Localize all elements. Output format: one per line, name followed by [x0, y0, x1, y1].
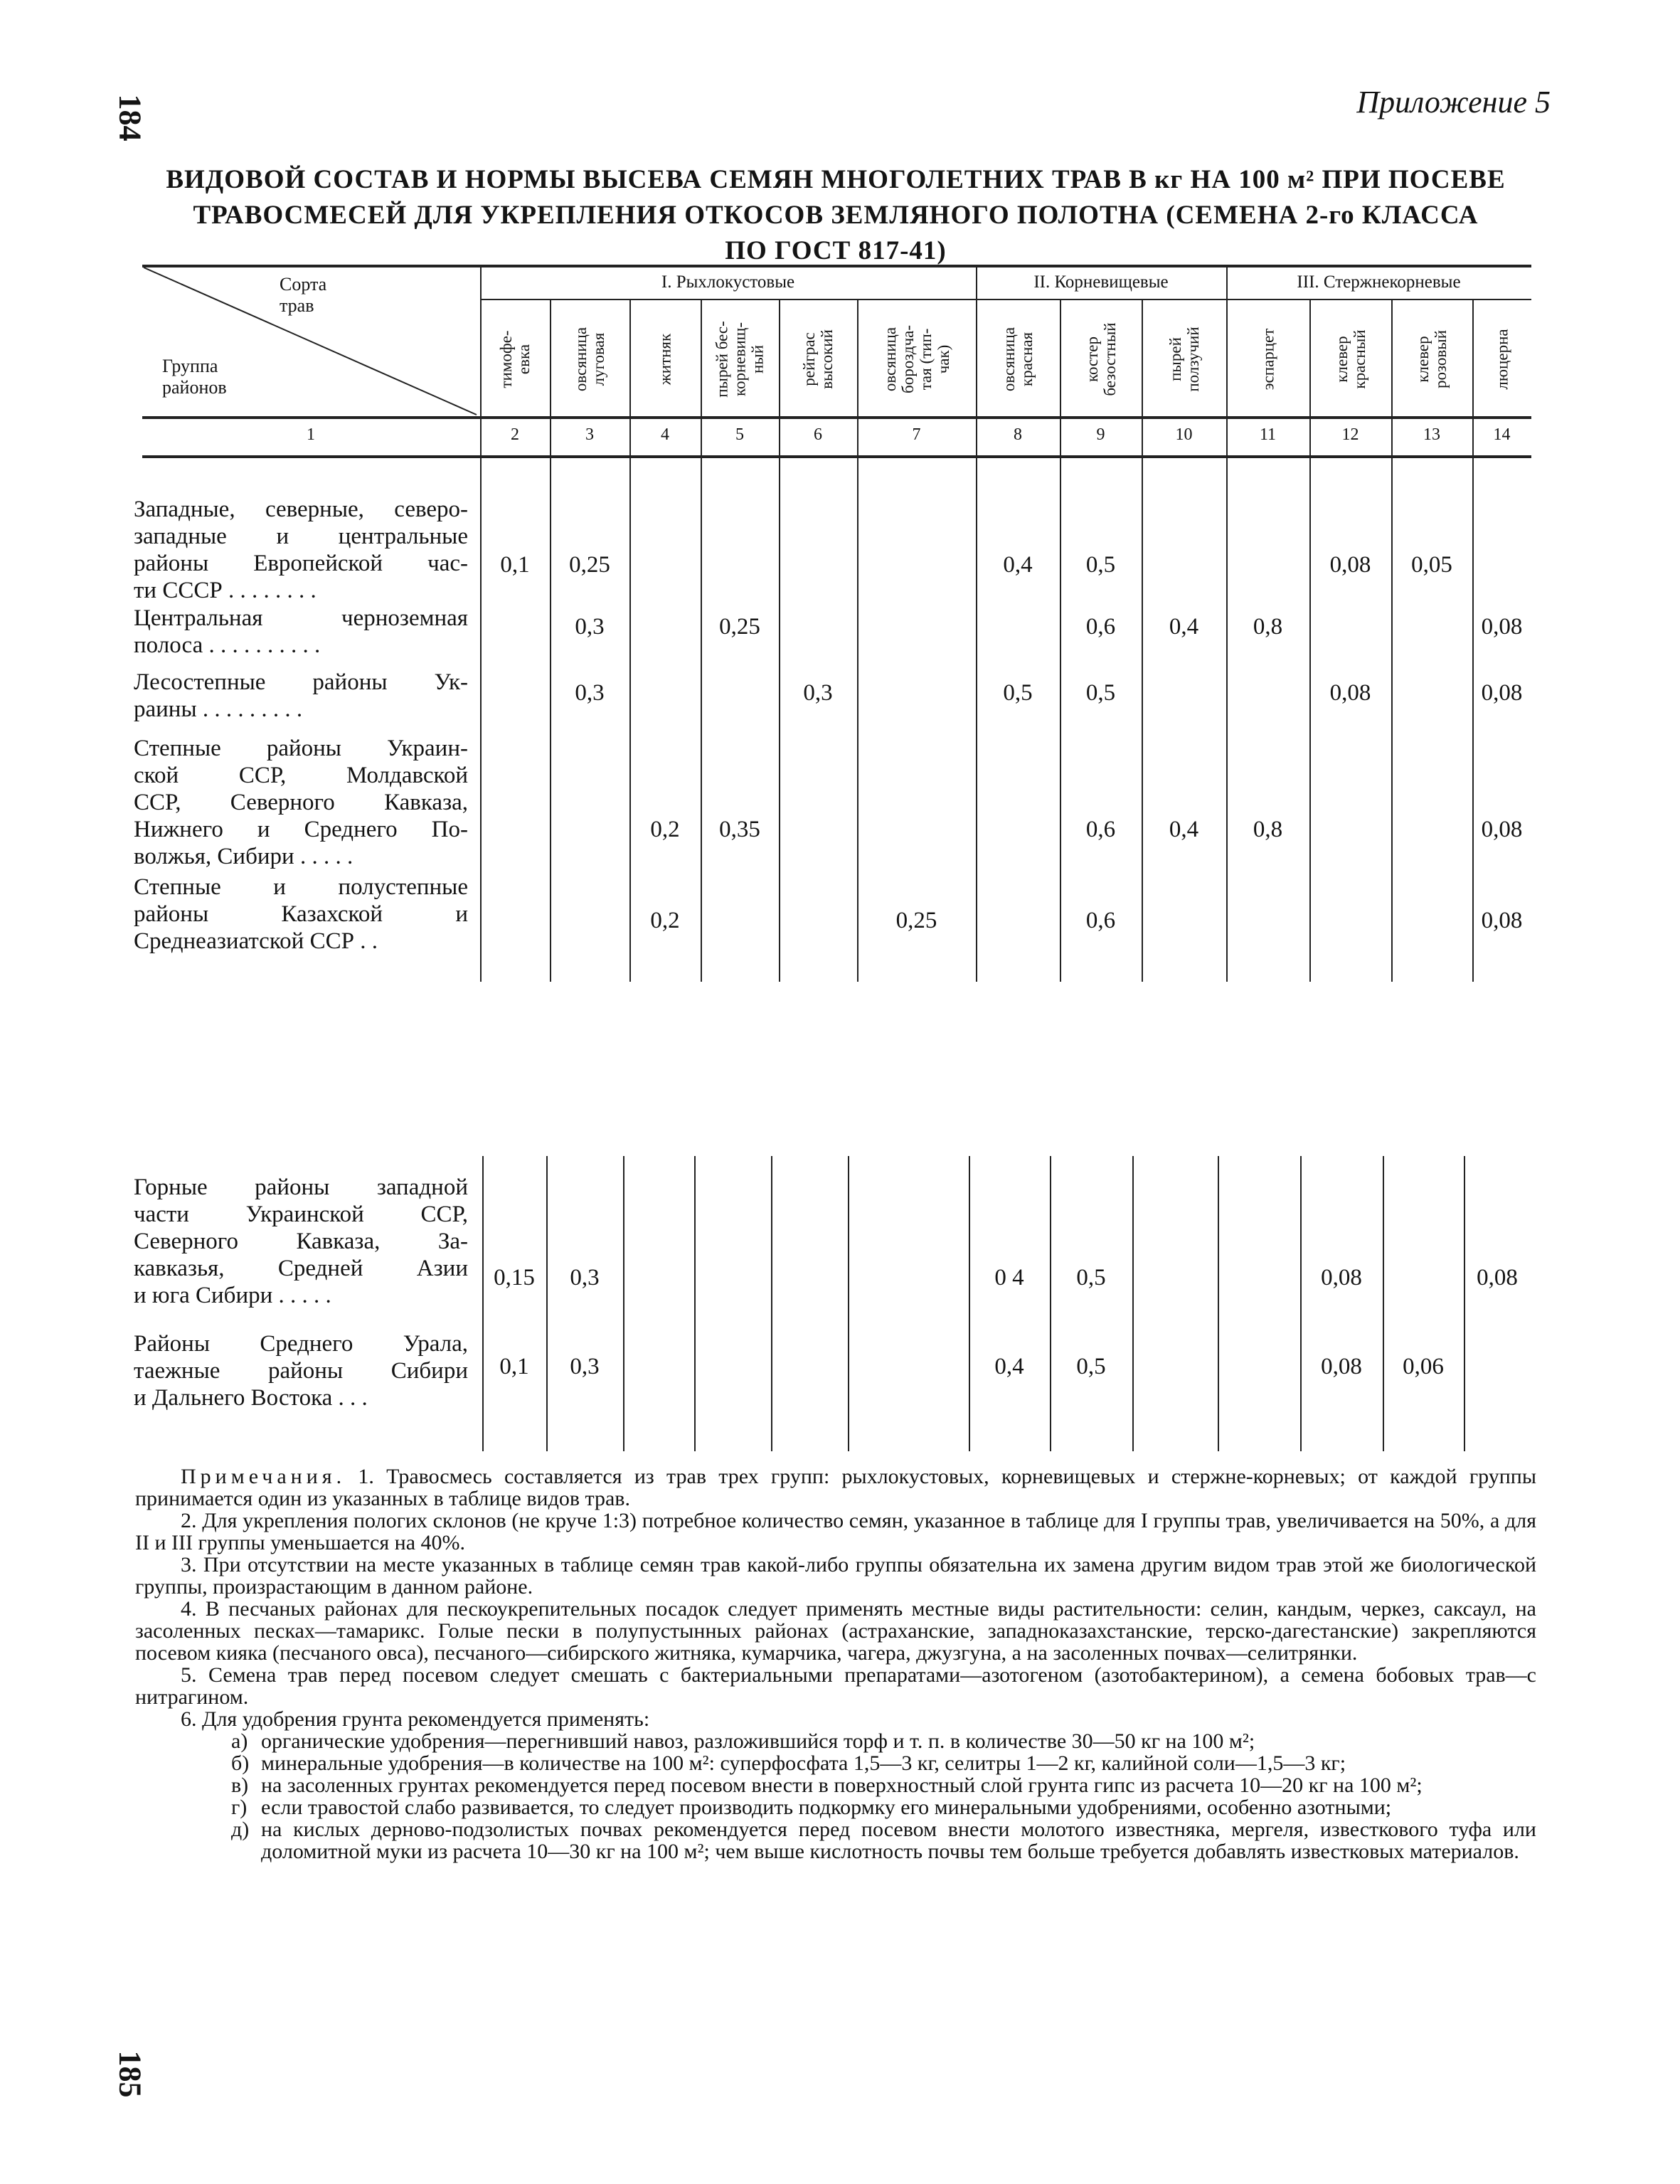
column-number: 2 [511, 425, 519, 444]
table-cell-value: 0,05 [1411, 552, 1452, 578]
group-header-taproot: III. Стержнекорневые [1297, 272, 1461, 292]
column-number: 8 [1014, 425, 1022, 444]
column-divider [1391, 299, 1393, 982]
table-cell-value: 0,5 [1085, 680, 1116, 706]
column-divider [1218, 1156, 1219, 1451]
region-label-line: Районы Среднего Урала, [134, 1331, 468, 1357]
table-cell-value: 0,5 [1076, 1354, 1106, 1379]
species-header-text: овсяница луговая [572, 327, 607, 392]
table-cell-value: 0,08 [1481, 908, 1523, 933]
note-6-item-e: д) на кислых дерново-подзолистых почвах рекомендуется перед посевом внести молотого известняка, мергеля, известкового туфа или доломитной муки из расчета 10—30 кг на 100 м²; чем выше кислотность почвы тем больше требуется добавлять известковых материалов. [231, 1818, 1536, 1863]
corner-header-regions: Группа районов [162, 356, 227, 398]
region-label [134, 1330, 468, 1411]
species-header-text: овсяница бороздча- тая (тип- чак) [881, 324, 952, 394]
column-number: 11 [1259, 425, 1277, 444]
table-cell-value: 0,3 [570, 1265, 600, 1290]
table-cell-value: 0,1 [499, 1354, 529, 1379]
region-label-line: таежные районы Сибири [134, 1358, 468, 1384]
appendix-label: Приложение 5 [1356, 85, 1551, 120]
species-header-text: костер безостный [1083, 322, 1119, 396]
region-label-line: Степные и полустепные [134, 874, 468, 900]
column-number: 12 [1341, 425, 1359, 444]
column-divider [546, 1156, 548, 1451]
title-line: ТРАВОСМЕСЕЙ ДЛЯ УКРЕПЛЕНИЯ ОТКОСОВ ЗЕМЛЯНОГО ПОЛОТНА (СЕМЕНА 2-го КЛАССА [193, 201, 1479, 230]
region-label-line: кавказья, Средней Азии [134, 1256, 468, 1281]
column-divider [1060, 299, 1061, 982]
column-divider [1309, 299, 1311, 982]
column-divider [623, 1156, 624, 1451]
table-cell-value: 0,4 [1169, 614, 1199, 640]
table-cell-value: 0,08 [1481, 680, 1523, 706]
page-title [142, 162, 1529, 269]
table-cell-value: 0,08 [1481, 817, 1523, 842]
column-divider [779, 299, 780, 982]
column-number: 3 [585, 425, 594, 444]
region-label-line: и Дальнего Востока . . . [134, 1385, 368, 1411]
note-4: 4. В песчаных районах для пескоукрепительных посадок следует применять местные виды растительности: селин, кандым, черкез, саксаул, на засоленных песках—тамарикс. Голые пески в полупустынных районах (астраханские, западноказахстанские, терско-дагестанские) закрепляются посевом кияка (песчаного овса), песчаного—сибирского житняка, кумарчика, чагера, джузгуна, а на засоленных почвах—селитрянки. [135, 1597, 1536, 1665]
region-label-line: и юга Сибири . . . . . [134, 1283, 331, 1308]
region-label-line: части Украинской ССР, [134, 1202, 468, 1227]
column-divider [694, 1156, 696, 1451]
table-cell-value: 0,5 [1076, 1265, 1106, 1290]
species-header-text: тимофе- евка [497, 330, 533, 388]
table-cell-value: 0,3 [575, 614, 605, 640]
column-number: 9 [1096, 425, 1105, 444]
region-label [134, 1174, 468, 1309]
region-label-line: Лесостепные районы Ук- [134, 669, 468, 695]
region-label-line: Нижнего и Среднего По- [134, 817, 468, 842]
species-header-text: люцерна [1493, 329, 1511, 390]
column-number: 10 [1175, 425, 1193, 444]
corner-header-species: Сорта трав [280, 274, 327, 316]
header-bottom-rule [142, 416, 1531, 419]
column-divider [1300, 1156, 1302, 1451]
notes-section [135, 1465, 1536, 1862]
table-cell-value: 0,1 [500, 552, 530, 578]
column-number: 6 [814, 425, 822, 444]
note-6-item-c: в) на засоленных грунтах рекомендуется перед посевом внести в поверхностный слой грунта гипс из расчета 10—20 кг на 100 м²; [231, 1774, 1423, 1797]
table-cell-value: 0,6 [1085, 908, 1116, 933]
table-cell-value: 0,35 [719, 817, 760, 842]
column-divider [1464, 1156, 1465, 1451]
table-cell-value: 0,8 [1253, 817, 1283, 842]
region-label-line: районы Казахской и [134, 901, 468, 927]
column-number: 14 [1493, 425, 1511, 444]
region-label [134, 735, 468, 870]
page-number-top: 184 [112, 94, 148, 142]
note-6-item-a: а) органические удобрения—перегнивший навоз, разложившийся торф и т. п. в количестве 30—50 кг на 100 м²; [231, 1729, 1255, 1753]
column-divider [1132, 1156, 1134, 1451]
column-divider [1142, 299, 1143, 982]
column-divider [969, 1156, 970, 1451]
region-label-line: Среднеазиатской ССР . . [134, 928, 378, 954]
column-number-rule [142, 455, 1531, 458]
species-header-text: пырей ползучий [1166, 327, 1202, 392]
table-cell-value: 0,08 [1477, 1265, 1518, 1290]
note-5: 5. Семена трав перед посевом следует смешать с бактериальными препаратами—азотогеном (азотобактерином), а семена бобовых трав—с нитрагином. [135, 1663, 1536, 1709]
note-6-item-b: б) минеральные удобрения—в количестве на 100 м²: суперфосфата 1,5—3 кг, селитры 1—2 кг, калийной соли—1,5—3 кг; [231, 1751, 1346, 1775]
note-1: Примечания. 1. Травосмесь составляется из трав трех групп: рыхлокустовых, корневищевых и стержне-корневых; от каждой группы принимается один из указанных в таблице видов трав. [135, 1465, 1537, 1510]
table-cell-value: 0,08 [1481, 614, 1523, 640]
notes-heading: Примечания. [181, 1465, 346, 1488]
group-header-rule [480, 299, 1531, 300]
column-number: 4 [661, 425, 669, 444]
table-cell-value: 0,06 [1403, 1354, 1444, 1379]
note-2: 2. Для укрепления пологих склонов (не круче 1:3) потребное количество семян, указанное в таблице для I группы трав, увеличивается на 50%, а для II и III группы уменьшается на 40%. [135, 1509, 1536, 1554]
note-3: 3. При отсутствии на месте указанных в таблице семян трав какой-либо группы обязательна их замена другим видом трав этой же биологической группы, произрастающим в данном районе. [135, 1553, 1536, 1599]
table-cell-value: 0,4 [1003, 552, 1033, 578]
region-label [134, 669, 468, 723]
group-divider [976, 265, 977, 982]
note-6: 6. Для удобрения грунта рекомендуется применять: [181, 1707, 650, 1731]
region-label [134, 496, 468, 604]
region-label-line: ской ССР, Молдавской [134, 763, 468, 788]
group-divider [1226, 265, 1228, 982]
species-header-text: клевер розовый [1414, 329, 1450, 389]
column-divider [857, 299, 858, 982]
species-header-text: пырей бес- корневищ- ный [713, 321, 767, 398]
table-cell-value: 0,25 [719, 614, 760, 640]
table-cell-value: 0,4 [1169, 817, 1199, 842]
column-divider [1050, 1156, 1051, 1451]
title-line: ВИДОВОЙ СОСТАВ И НОРМЫ ВЫСЕВА СЕМЯН МНОГОЛЕТНИХ ТРАВ В кг НА 100 м² ПРИ ПОСЕВЕ [166, 165, 1506, 194]
column-number: 1 [307, 425, 315, 444]
column-divider [848, 1156, 849, 1451]
species-header-text: рейграс высокий [800, 329, 836, 389]
region-label-line: районы Европейской час- [134, 551, 468, 576]
table-cell-value: 0,08 [1329, 680, 1371, 706]
species-header-text: овсяница красная [1000, 327, 1036, 392]
column-divider [771, 1156, 772, 1451]
region-label-line: Западные, северные, северо- [134, 497, 468, 522]
species-header-text: эспарцет [1259, 328, 1277, 391]
column-divider [701, 299, 702, 982]
table-cell-value: 0,2 [650, 908, 680, 933]
table-cell-value: 0,5 [1003, 680, 1033, 706]
group-header-loose-bush: I. Рыхлокустовые [661, 272, 795, 292]
table-cell-value: 0,08 [1321, 1265, 1362, 1290]
region-label-line: западные и центральные [134, 524, 468, 549]
region-label-line: Центральная черноземная [134, 605, 468, 631]
species-header-text: клевер красный [1332, 329, 1368, 389]
page-number-bottom: 185 [112, 2050, 148, 2098]
column-number: 7 [912, 425, 921, 444]
region-label-line: ти СССР . . . . . . . . [134, 578, 317, 603]
region-label [134, 874, 468, 955]
table-cell-value: 0,8 [1253, 614, 1283, 640]
table-cell-value: 0,08 [1321, 1354, 1362, 1379]
group-divider [480, 265, 482, 982]
region-label [134, 605, 468, 659]
table-cell-value: 0,25 [569, 552, 610, 578]
table-cell-value: 0,08 [1329, 552, 1371, 578]
table-cell-value: 0,3 [570, 1354, 600, 1379]
region-label-line: ССР, Северного Кавказа, [134, 790, 468, 815]
column-divider [1472, 299, 1474, 982]
group-header-rhizome: II. Корневищевые [1033, 272, 1169, 292]
column-number: 13 [1423, 425, 1440, 444]
region-label-line: полоса . . . . . . . . . . [134, 632, 321, 658]
region-label-line: Степные районы Украин- [134, 736, 468, 761]
table-cell-value: 0,6 [1085, 614, 1116, 640]
table-cell-value: 0,15 [494, 1265, 535, 1290]
region-label-line: раины . . . . . . . . . [134, 696, 303, 722]
column-divider [1383, 1156, 1384, 1451]
region-label-line: волжья, Сибири . . . . . [134, 844, 353, 869]
table-cell-value: 0 4 [994, 1265, 1024, 1290]
column-number: 5 [735, 425, 744, 444]
column-divider [629, 299, 631, 982]
table-cell-value: 0,25 [895, 908, 937, 933]
column-divider [482, 1156, 484, 1451]
table-cell-value: 0,4 [994, 1354, 1024, 1379]
note-6-item-d: г) если травостой слабо развивается, то следует производить подкормку его минеральными удобрениями, особенно азотными; [231, 1796, 1392, 1819]
region-label-line: Северного Кавказа, За- [134, 1229, 468, 1254]
table-cell-value: 0,3 [575, 680, 605, 706]
table-cell-value: 0,3 [803, 680, 833, 706]
region-label-line: Горные районы западной [134, 1175, 468, 1200]
table-cell-value: 0,6 [1085, 817, 1116, 842]
species-header-text: житняк [656, 333, 674, 386]
table-cell-value: 0,5 [1085, 552, 1116, 578]
title-line: ПО ГОСТ 817-41) [725, 236, 947, 265]
table-cell-value: 0,2 [650, 817, 680, 842]
